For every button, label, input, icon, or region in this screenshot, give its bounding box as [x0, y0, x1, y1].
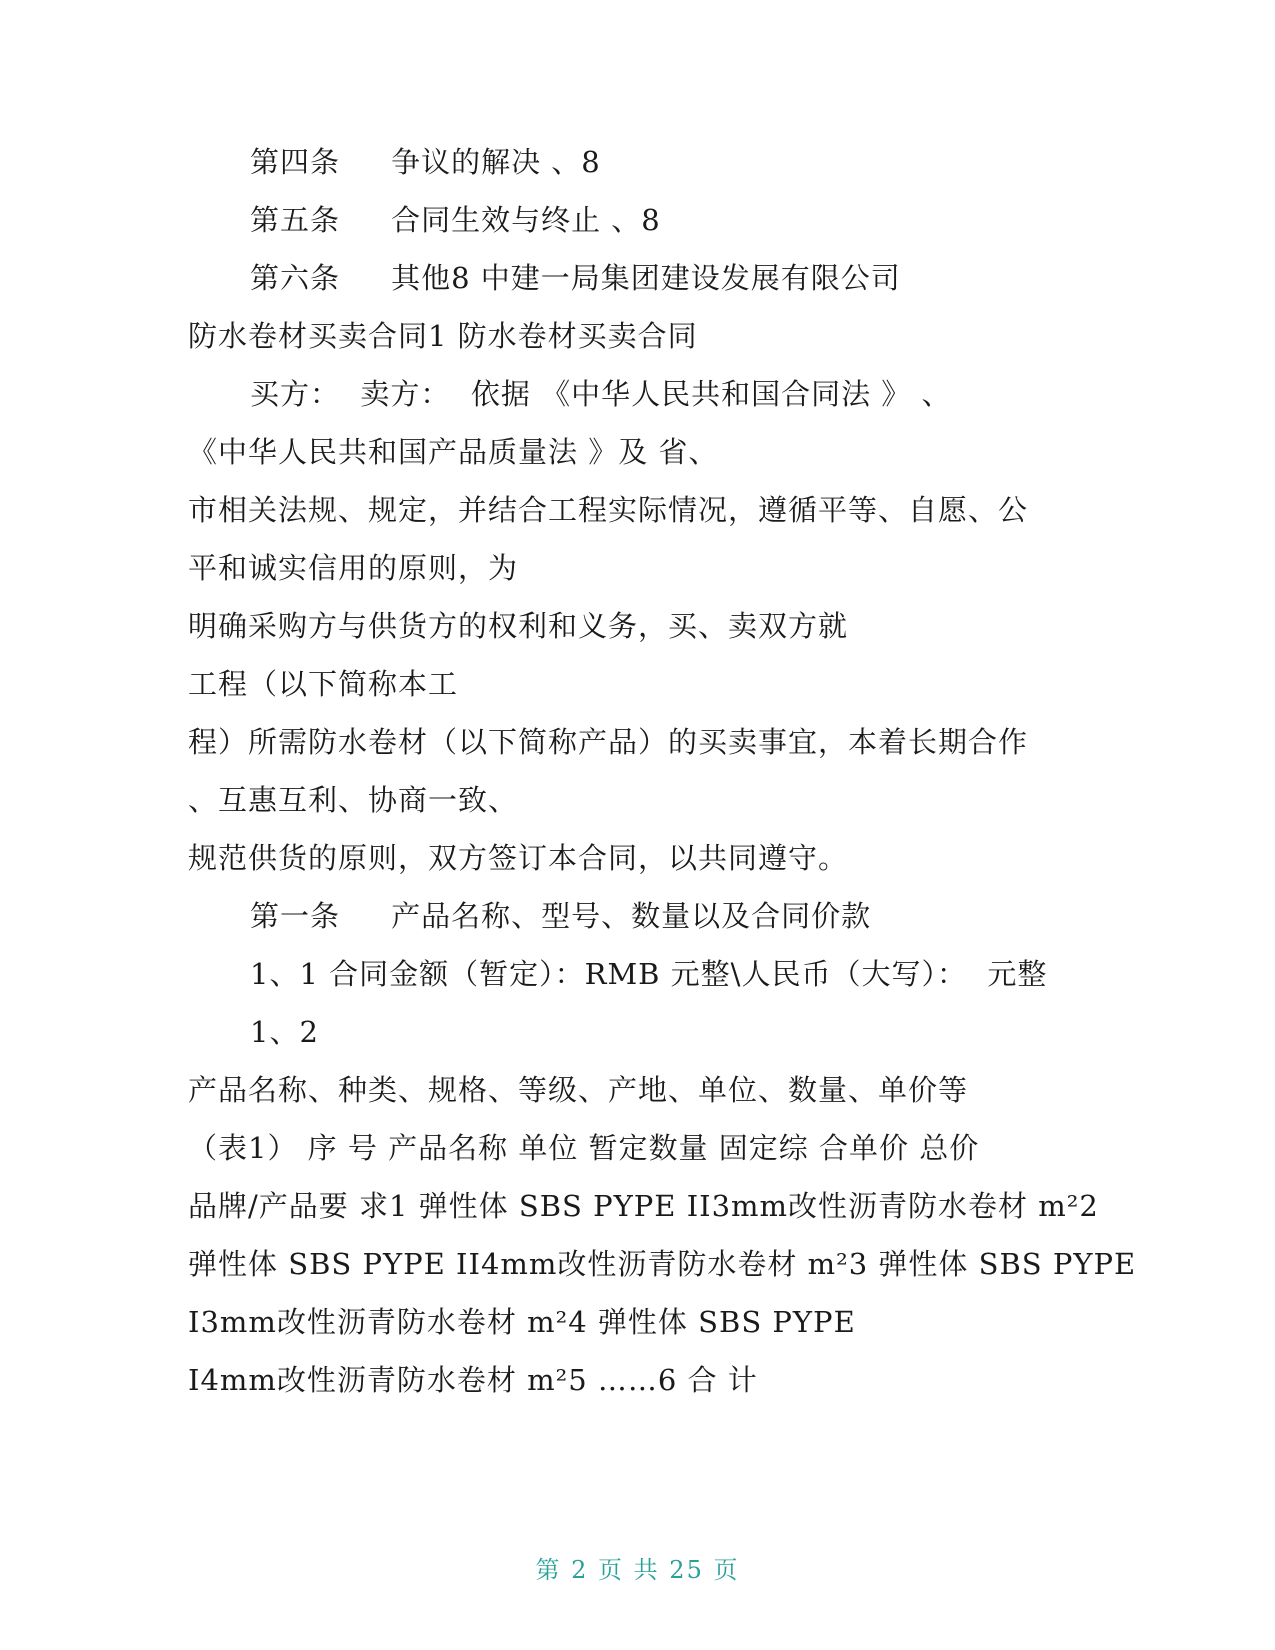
toc-line-article-5: 第五条 合同生效与终止 、8 [250, 203, 661, 237]
body-line: 《中华人民共和国产品质量法 》及 省、 [188, 435, 719, 469]
table-row-line: 品牌/产品要 求1 弹性体 SBS PYPE II3mm改性沥青防水卷材 m²2 [188, 1189, 1099, 1223]
table-row-line: 弹性体 SBS PYPE II4mm改性沥青防水卷材 m²3 弹性体 SBS PYPE [188, 1247, 1137, 1281]
body-line: 、互惠互利、协商一致、 [188, 783, 519, 817]
page-number-footer: 第 2 页 共 25 页 [535, 1556, 740, 1584]
body-line: 工程（以下简称本工 [188, 667, 459, 701]
article-1-heading: 第一条 产品名称、型号、数量以及合同价款 [250, 899, 872, 933]
body-line: 产品名称、种类、规格、等级、产地、单位、数量、单价等 [188, 1073, 969, 1107]
body-line: 明确采购方与供货方的权利和义务，买、卖双方就 [188, 609, 849, 643]
body-line: 市相关法规、规定，并结合工程实际情况，遵循平等、自愿、公 [188, 493, 1029, 527]
contract-title-line: 防水卷材买卖合同1 防水卷材买卖合同 [188, 319, 698, 353]
parties-line: 买方： 卖方： 依据 《中华人民共和国合同法 》 、 [250, 377, 952, 411]
table-row-line: I4mm改性沥青防水卷材 m²5 ……6 合 计 [188, 1363, 758, 1397]
body-line: 规范供货的原则，双方签订本合同，以共同遵守。 [188, 841, 849, 875]
body-line: 程）所需防水卷材（以下简称产品）的买卖事宜，本着长期合作 [188, 725, 1029, 759]
toc-line-article-4: 第四条 争议的解决 、8 [250, 145, 601, 179]
clause-1-2: 1、2 [250, 1015, 319, 1049]
clause-1-1: 1、1 合同金额（暂定）：RMB 元整\人民币（大写）： 元整 [250, 957, 1048, 991]
body-line: 平和诚实信用的原则，为 [188, 551, 519, 585]
table-header-line: （表1） 序 号 产品名称 单位 暂定数量 固定综 合单价 总价 [188, 1131, 980, 1165]
toc-line-article-6: 第六条 其他8 中建一局集团建设发展有限公司 [250, 261, 901, 295]
table-row-line: I3mm改性沥青防水卷材 m²4 弹性体 SBS PYPE [188, 1305, 856, 1339]
